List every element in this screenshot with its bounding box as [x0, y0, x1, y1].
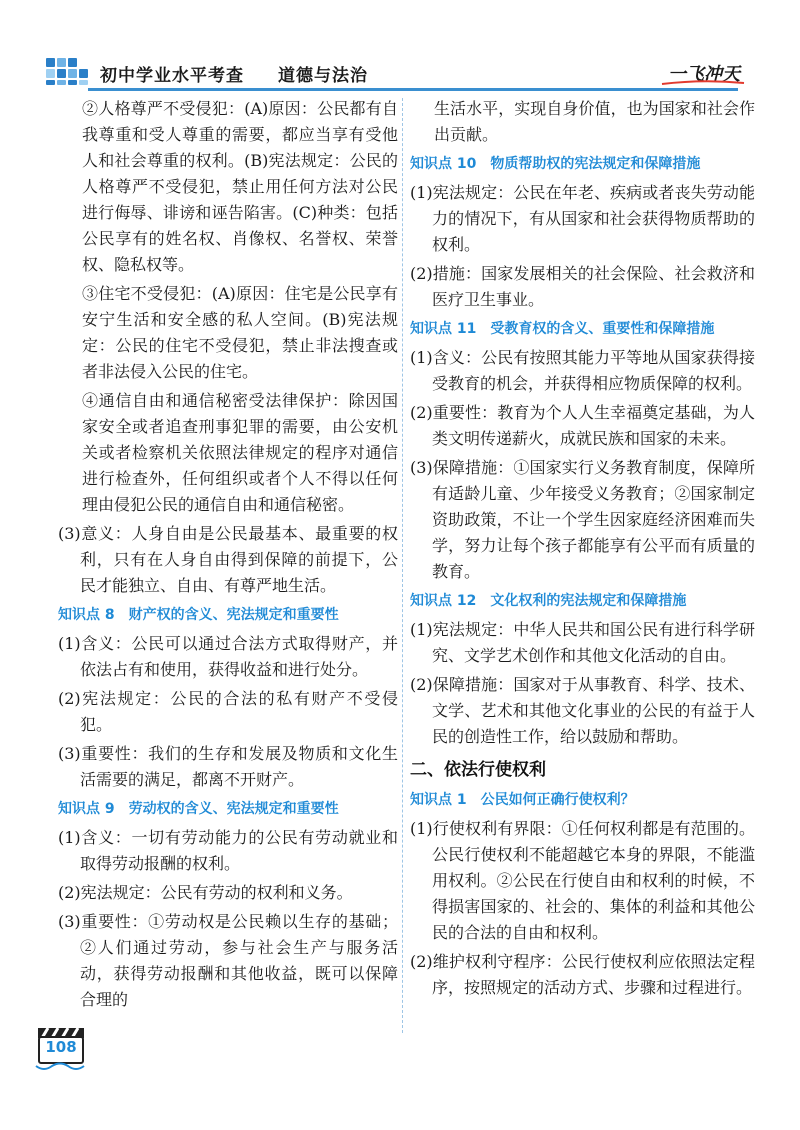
paragraph-continuation: 生活水平，实现自身价值，也为国家和社会作出贡献。: [434, 99, 755, 144]
knowledge-point-title: 文化权利的宪法规定和保障措施: [490, 593, 687, 609]
page-number: 108: [45, 1038, 77, 1056]
knowledge-point-heading: [410, 316, 755, 342]
knowledge-point-title: 劳动权的含义、宪法规定和重要性: [128, 801, 339, 817]
list-item: (3)重要性：①劳动权是公民赖以生存的基础；②人们通过劳动，参与社会生产与服务活动，获得劳动报酬和其他收益，既可以保障合理的: [58, 912, 398, 1009]
knowledge-point-number: 知识点 8: [58, 607, 115, 623]
left-column: [58, 96, 398, 1016]
list-item: (2)宪法规定：公民有劳动的权利和义务。: [58, 883, 353, 902]
subject-title: 道德与法治: [278, 66, 368, 86]
paragraph-residence: ③住宅不受侵犯：(A)原因：住宅是公民享有安宁生活和安全感的私人空间。(B)宪法规定：公民的住宅不受侵犯，禁止非法搜查或者非法侵入公民的住宅。: [82, 284, 398, 381]
knowledge-point-title: 物质帮助权的宪法规定和保障措施: [490, 156, 701, 172]
brand-swoosh-icon: [660, 80, 746, 86]
page-header: [0, 0, 800, 96]
knowledge-point-number: 知识点 1: [410, 792, 467, 808]
list-item: (3)保障措施：①国家实行义务教育制度，保障所有适龄儿童、少年接受义务教育；②国家制定资助政策，不让一个学生因家庭经济困难而失学，努力让每个孩子都能享有公平而有质量的教育。: [410, 458, 755, 581]
knowledge-point-heading: [410, 588, 755, 614]
header-rule: [88, 88, 738, 91]
knowledge-point-heading: [410, 787, 755, 813]
list-item: (3)重要性：我们的生存和发展及物质和文化生活需要的满足，都离不开财产。: [58, 744, 398, 789]
brand-logo: 一飞冲天: [668, 64, 740, 85]
paragraph-correspondence: ④通信自由和通信秘密受法律保护：除因国家安全或者追查刑事犯罪的需要，由公安机关或者检察机关依照法律规定的程序对通信进行检查外，任何组织或者个人不得以任何理由侵犯公民的通信自由和通信秘密。: [82, 391, 398, 514]
list-item: (2)保障措施：国家对于从事教育、科学、技术、文学、艺术和其他文化事业的公民的有益于人民的创造性工作，给以鼓励和帮助。: [410, 675, 755, 746]
knowledge-point-title: 公民如何正确行使权利？: [480, 792, 635, 808]
list-item: (1)宪法规定：中华人民共和国公民有进行科学研究、文学艺术创作和其他文化活动的自由。: [410, 620, 755, 665]
list-item: (1)宪法规定：公民在年老、疾病或者丧失劳动能力的情况下，有从国家和社会获得物质帮助的权利。: [410, 183, 755, 254]
knowledge-point-number: 知识点 9: [58, 801, 115, 817]
list-item: (2)维护权利守程序：公民行使权利应依照法定程序，按照规定的活动方式、步骤和过程进行。: [410, 952, 755, 997]
list-item: (2)措施：国家发展相关的社会保险、社会救济和医疗卫生事业。: [410, 264, 755, 309]
page-curl-icon: [34, 1062, 94, 1072]
paragraph-significance: (3)意义：人身自由是公民最基本、最重要的权利，只有在人身自由得到保障的前提下，公民才能独立、自由、有尊严地生活。: [58, 524, 398, 595]
paragraph-personal-dignity: ②人格尊严不受侵犯：(A)原因：公民都有自我尊重和受人尊重的需要，都应当享有受他人和社会尊重的权利。(B)宪法规定：公民的人格尊严不受侵犯，禁止用任何方法对公民进行侮辱、诽谤和诬告陷害。(C)种类：包括公民享有的姓名权、肖像权、名誉权、荣誉权、隐私权等。: [82, 99, 398, 274]
knowledge-point-heading: [58, 602, 398, 628]
column-divider: [402, 98, 403, 1033]
section-heading: 二、依法行使权利: [410, 760, 546, 780]
knowledge-point-title: 受教育权的含义、重要性和保障措施: [490, 321, 715, 337]
page-number-badge: [34, 1028, 94, 1074]
knowledge-point-heading: [58, 796, 398, 822]
book-title: 初中学业水平考查: [100, 66, 244, 86]
list-item: (1)含义：一切有劳动能力的公民有劳动就业和取得劳动报酬的权利。: [58, 828, 398, 873]
list-item: (2)宪法规定：公民的合法的私有财产不受侵犯。: [58, 689, 398, 734]
knowledge-point-heading: [410, 151, 755, 177]
right-column: [410, 96, 755, 1004]
list-item: (1)含义：公民可以通过合法方式取得财产，并依法占有和使用，获得收益和进行处分。: [58, 634, 398, 679]
knowledge-point-title: 财产权的含义、宪法规定和重要性: [128, 607, 339, 623]
list-item: (1)含义：公民有按照其能力平等地从国家获得接受教育的机会，并获得相应物质保障的权利。: [410, 348, 755, 393]
header-mosaic-decoration: [46, 58, 88, 86]
knowledge-point-number: 知识点 10: [410, 156, 477, 172]
list-item: (1)行使权利有界限：①任何权利都是有范围的。公民行使权利不能超越它本身的界限，不能滥用权利。②公民在行使自由和权利的时候，不得损害国家的、社会的、集体的利益和其他公民的合法的自由和权利。: [410, 819, 755, 942]
list-item: (2)重要性：教育为个人人生幸福奠定基础，为人类文明传递薪火，成就民族和国家的未来。: [410, 403, 755, 448]
knowledge-point-number: 知识点 12: [410, 593, 477, 609]
knowledge-point-number: 知识点 11: [410, 321, 477, 337]
